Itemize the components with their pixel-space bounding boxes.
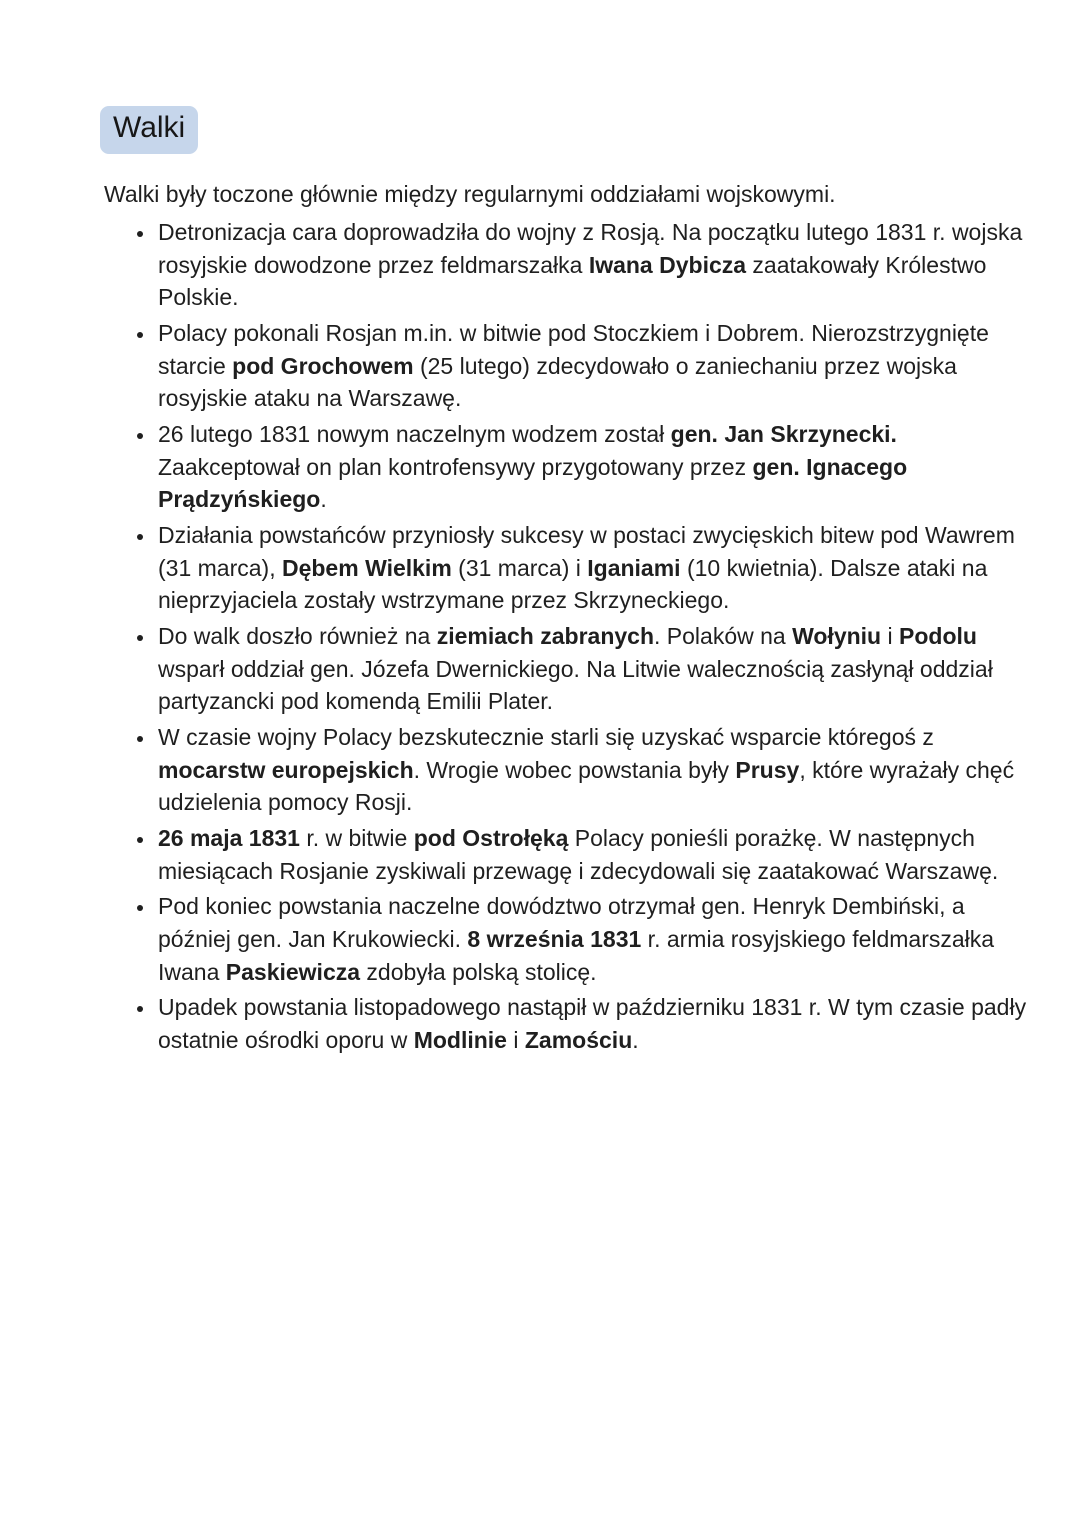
text-run: .	[632, 1026, 639, 1053]
text-run: zdobyła polską stolicę.	[360, 958, 597, 985]
text-run: (31 marca) i	[451, 554, 588, 581]
text-run: zaatakowały Królestwo Polskie.	[158, 251, 987, 311]
bold-text-run: ziemiach zabranych	[436, 623, 654, 650]
bullet-list	[100, 216, 1032, 1056]
text-run: . Polaków na	[654, 623, 793, 650]
bold-text-run: Wołyniu	[792, 623, 882, 650]
bullet-item	[156, 822, 1032, 887]
text-run: Działania powstańców przyniosły sukcesy w postaci zwycięskich bitew pod Wawrem (31 marca),	[158, 522, 1015, 581]
bold-text-run: Prusy	[735, 756, 800, 783]
intro-paragraph: Walki były toczone głównie między regularnymi oddziałami wojskowymi.	[104, 180, 836, 207]
bullet-item	[156, 418, 1032, 516]
text-run: r. armia rosyjskiego feldmarszałka Iwana	[158, 925, 995, 985]
bold-text-run: pod Grochowem	[232, 352, 414, 379]
text-run: i	[881, 623, 899, 650]
text-run: Upadek powstania listopadowego nastąpił w październiku 1831 r. W tym czasie padły ostatnie ośrodki oporu w	[158, 994, 1027, 1053]
text-run: Detronizacja cara doprowadziła do wojny z Rosją. Na początku lutego 1831 r. wojska rosyjskie dowodzone przez feldmarszałka	[158, 219, 1023, 278]
bold-text-run: Zamościu	[524, 1026, 633, 1053]
text-run: (10 kwietnia). Dalsze ataki na nieprzyjaciela zostały wstrzymane przez Skrzyneckiego.	[158, 554, 988, 614]
bullet-item	[156, 991, 1032, 1056]
bold-text-run: Iwana Dybicza	[588, 251, 747, 278]
bold-text-run: Paskiewicza	[225, 958, 361, 985]
bold-text-run: Iganiami	[587, 554, 681, 581]
text-run: Zaakceptował on plan kontrofensywy przygotowany przez	[158, 453, 753, 480]
bullet-item	[156, 890, 1032, 988]
bullet-item	[156, 216, 1032, 314]
bold-text-run: gen. Ignacego Prądzyńskiego	[158, 453, 908, 513]
text-run: Pod koniec powstania naczelne dowództwo otrzymał gen. Henryk Dembiński, a później gen. Jan Krukowiecki.	[158, 893, 965, 952]
text-run: 26 lutego 1831 nowym naczelnym wodzem został	[158, 421, 671, 448]
text-run: W czasie wojny Polacy bezskutecznie starli się uzyskać wsparcie któregoś z	[158, 724, 934, 750]
section-heading-highlight: Walki	[100, 106, 198, 154]
bullet-item	[156, 620, 1032, 718]
bold-text-run: gen. Jan Skrzynecki.	[670, 421, 897, 448]
text-run: i	[506, 1026, 525, 1053]
bullet-item	[156, 317, 1032, 415]
bold-text-run: Dębem Wielkim	[281, 554, 452, 581]
text-run: Polacy ponieśli porażkę. W następnych miesiącach Rosjanie zyskiwali przewagę i zdecydowali się zaatakować Warszawę.	[158, 824, 999, 884]
bold-text-run: Podolu	[899, 623, 977, 650]
text-run: (25 lutego) zdecydowało o zaniechaniu przez wojska rosyjskie ataku na Warszawę.	[158, 352, 957, 412]
text-run: wsparł oddział gen. Józefa Dwernickiego. Na Litwie walecznością zasłynął oddział partyzancki pod komendą Emilii Plater.	[158, 655, 993, 715]
bold-text-run: 8 września 1831	[467, 925, 642, 952]
bold-text-run: pod Ostrołęką	[413, 824, 569, 851]
text-run: r. w bitwie	[299, 824, 414, 851]
bold-text-run: 26 maja 1831	[158, 824, 300, 851]
bold-text-run: Modlinie	[413, 1026, 507, 1053]
bullet-item	[156, 519, 1032, 617]
text-run: Polacy pokonali Rosjan m.in. w bitwie pod Stoczkiem i Dobrem. Nierozstrzygnięte starcie	[158, 320, 989, 379]
text-run: , które wyrażały chęć udzielenia pomocy Rosji.	[158, 756, 1015, 816]
text-run: Do walk doszło również na	[158, 623, 437, 650]
bold-text-run: mocarstw europejskich	[158, 756, 414, 783]
text-run: . Wrogie wobec powstania były	[413, 756, 736, 783]
bullet-item	[156, 721, 1032, 819]
text-run: .	[320, 486, 327, 513]
section-heading	[100, 106, 1032, 154]
